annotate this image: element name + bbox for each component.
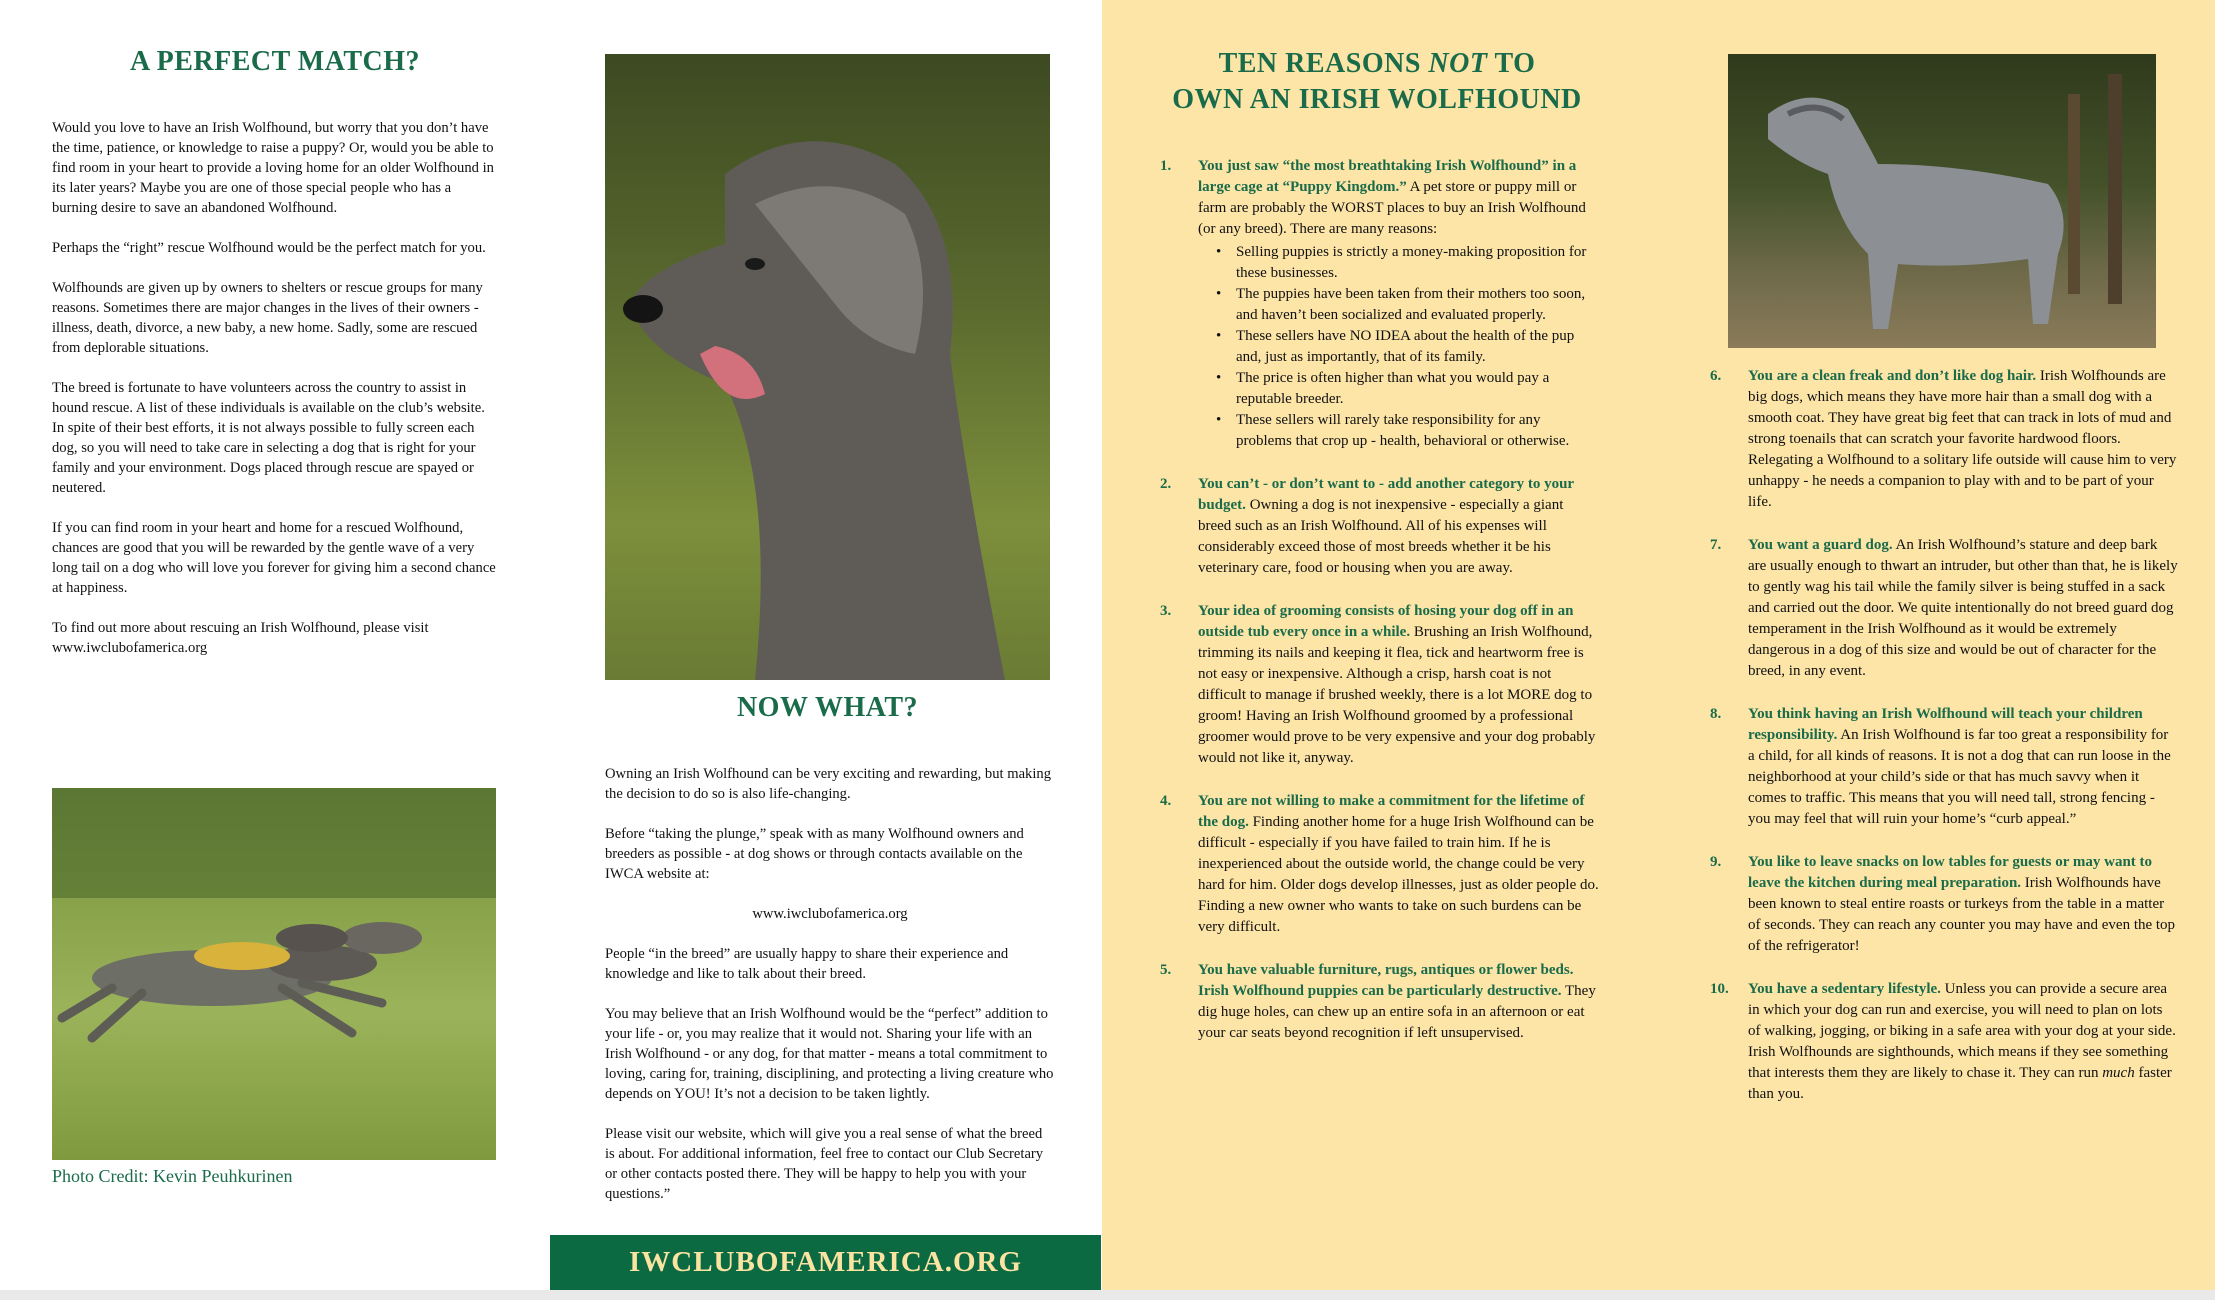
paragraph: Please visit our website, which will give you a real sense of what the breed is about. For additional information, feel free to contact our Club Secretary or other contacts posted there. They will be happy to help you with your questions.”	[605, 1126, 1044, 1202]
wolfhound-head-photo	[605, 54, 1050, 680]
title-line2: OWN AN IRISH WOLFHOUND	[1172, 84, 1582, 115]
standing-wolfhound-photo	[1728, 54, 2156, 348]
now-what-text	[605, 764, 1055, 1224]
reason-number: 9.	[1710, 854, 1722, 870]
reason-item	[1160, 474, 1600, 579]
bullet-item: • These sellers have NO IDEA about the health of the pup and, just as importantly, that of its family.	[1198, 326, 1600, 368]
footer-url[interactable]: IWCLUBOFAMERICA.ORG	[628, 1246, 1023, 1278]
perfect-match-title: A PERFECT MATCH?	[129, 46, 421, 77]
panel-ten-reasons	[1102, 0, 2215, 1290]
reason-heading: You can’t - or don’t want to - add another category to your budget.	[1198, 476, 1574, 513]
reason-heading: Your idea of grooming consists of hosing your dog off in an outside tub every once in a while.	[1198, 603, 1574, 640]
footer-banner	[550, 1235, 1101, 1290]
bullet-item: • These sellers will rarely take responsibility for any problems that crop up - health, behavioral or otherwise.	[1198, 410, 1600, 452]
panel-now-what	[560, 0, 1102, 1290]
paragraph: To find out more about rescuing an Irish Wolfhound, please visit www.iwclubofamerica.org	[52, 620, 429, 656]
title-not: NOT	[1428, 48, 1488, 79]
reasons-bullets	[1198, 242, 1600, 452]
reason-item	[1710, 366, 2178, 513]
reason-item	[1710, 535, 2178, 682]
reason-heading: You have a sedentary lifestyle.	[1748, 981, 1941, 997]
reason-number: 4.	[1160, 793, 1172, 809]
reason-number: 7.	[1710, 537, 1722, 553]
reason-number: 10.	[1710, 981, 1729, 997]
reason-body: Unless you can provide a secure area in which your dog can run and exercise, you will need to plan on lots of walking, jogging, or biking in a safe area with your dog at your side. Irish Wolfhounds are sighthounds, which means if they see something that interests them they are likely to chase it. They can run	[1748, 981, 2176, 1081]
reason-item	[1160, 601, 1600, 769]
reason-body: They dig huge holes, can chew up an entire sofa in an afternoon or eat your car seats beyond recognition if left unsupervised.	[1198, 983, 1596, 1041]
standing-dog-illustration	[1728, 54, 2156, 348]
reason-number: 3.	[1160, 603, 1172, 619]
reason-number: 8.	[1710, 706, 1722, 722]
bullet-item: • The price is often higher than what you would pay a reputable breeder.	[1198, 368, 1600, 410]
bullet-item: • The puppies have been taken from their mothers too soon, and haven’t been socialized and evaluated properly.	[1198, 284, 1600, 326]
photo-credit: Photo Credit: Kevin Peuhkurinen	[52, 1166, 293, 1186]
reason-item	[1160, 960, 1600, 1044]
reason-item	[1710, 979, 2178, 1105]
wolfhound-head-illustration	[605, 54, 1050, 680]
reason-item	[1710, 852, 2178, 957]
paragraph: Would you love to have an Irish Wolfhound, but worry that you don’t have the time, patience, or knowledge to raise a puppy? Or, would you be able to find room in your heart to provide a loving home for an older Wolfhound in its later years? Maybe you are one of those special people who has a burning desire to save an abandoned Wolfhound.	[52, 120, 494, 216]
bottom-strip	[0, 1290, 2215, 1300]
reason-body: An Irish Wolfhound’s stature and deep bark are usually enough to thwart an intruder, but other than that, he is likely to gently wag his tail while the family silver is being stuffed in a sack and carried out the door. We quite intentionally do not breed guard dog temperament in the Irish Wolfhound as it would be extremely dangerous in a dog of this size and would be out of character for the breed, in any event.	[1748, 537, 2178, 679]
reason-item	[1160, 791, 1600, 938]
bullet-item: • Selling puppies is strictly a money-making proposition for these businesses.	[1198, 242, 1600, 284]
reason-body: An Irish Wolfhound is far too great a responsibility for a child, for all kinds of reasons. It is not a dog that can run loose in the neighborhood at your child’s side or that has much savvy when it comes to traffic. This means that you will need tall, strong fencing - you may feel that will ruin your home’s “curb appeal.”	[1748, 727, 2171, 827]
reasons-list-right	[1710, 366, 2178, 1127]
paragraph: Before “taking the plunge,” speak with as many Wolfhound owners and breeders as possible - at dog shows or through contacts available on the IWCA website at:	[605, 826, 1024, 882]
reason-body-tail: faster than you.	[1748, 1065, 2172, 1102]
reason-heading: You like to leave snacks on low tables for guests or may want to leave the kitchen during meal preparation.	[1748, 854, 2153, 891]
reason-number: 1.	[1160, 158, 1172, 174]
reason-body: A pet store or puppy mill or farm are probably the WORST places to buy an Irish Wolfhound (or any breed). There are many reasons:	[1198, 179, 1586, 237]
reason-number: 6.	[1710, 368, 1722, 384]
perfect-match-text	[52, 118, 497, 678]
reason-item	[1710, 704, 2178, 830]
reason-heading: You just saw “the most breathtaking Irish Wolfhound” in a large cage at “Puppy Kingdom.”	[1198, 158, 1577, 195]
paragraph: Owning an Irish Wolfhound can be very exciting and rewarding, but making the decision to do so is also life-changing.	[605, 766, 1051, 802]
title-part: TEN REASONS	[1218, 48, 1429, 79]
now-what-title: NOW WHAT?	[736, 692, 919, 723]
running-dogs-illustration	[52, 788, 496, 1160]
iwca-url[interactable]: www.iwclubofamerica.org	[752, 906, 908, 922]
reason-emphasis: much	[2102, 1065, 2135, 1081]
reason-heading: You want a guard dog.	[1748, 537, 1893, 553]
paragraph: You may believe that an Irish Wolfhound would be the “perfect” addition to your life - or, you may realize that it would not. Sharing your life with an Irish Wolfhound - or any dog, for that matter - means a total commitment to loving, caring for, training, disciplining, and protecting a living creature who depends on YOU! It’s not a decision to be taken lightly.	[605, 1006, 1054, 1102]
reason-heading: You think having an Irish Wolfhound will teach your children responsibility.	[1748, 706, 2143, 743]
reason-number: 5.	[1160, 962, 1172, 978]
running-wolfhounds-photo	[52, 788, 496, 1160]
reason-body: Owning a dog is not inexpensive - especially a giant breed such as an Irish Wolfhound. All of his expenses will considerably exceed those of most breeds whether it be his veterinary care, food or housing when you are away.	[1198, 497, 1564, 576]
paragraph: The breed is fortunate to have volunteers across the country to assist in hound rescue. A list of these individuals is available on the club’s website. In spite of their best efforts, it is not always possible to fully screen each dog, so you will need to take care in selecting a dog that is right for your family and your environment. Dogs placed through rescue are spayed or neutered.	[52, 380, 485, 496]
reason-item	[1160, 156, 1600, 452]
reason-body: Irish Wolfhounds have been known to steal entire roasts or turkeys from the table in a matter of seconds. They can reach any counter you may have and even the top of the refrigerator!	[1748, 875, 2176, 954]
paragraph: People “in the breed” are usually happy to share their experience and knowledge and like to talk about their breed.	[605, 946, 1009, 982]
reason-body: Finding another home for a huge Irish Wolfhound can be difficult - especially if you have failed to train him. If he is inexperienced about the outside world, the change could be very hard for him. Older dogs develop illnesses, just as older people do. Finding a new owner who wants to take on such burdens can be very difficult.	[1198, 814, 1599, 935]
reason-heading: You have valuable furniture, rugs, antiques or flower beds. Irish Wolfhound puppies can be particularly destructive.	[1198, 962, 1574, 999]
reason-heading: You are not willing to make a commitment for the lifetime of the dog.	[1198, 793, 1585, 830]
ten-reasons-title	[1162, 46, 1592, 118]
reason-body: Irish Wolfhounds are big dogs, which means they have more hair than a small dog with a smooth coat. They have great big feet that can track in lots of mud and strong toenails that can scratch your favorite hardwood floors. Relegating a Wolfhound to a solitary life outside will cause him to very unhappy - he needs a companion to play with and to be part of your life.	[1748, 368, 2177, 510]
panel-perfect-match	[0, 0, 560, 1290]
paragraph: If you can find room in your heart and home for a rescued Wolfhound, chances are good that you will be rewarded by the gentle wave of a very long tail on a dog who will love you forever for giving him a second chance at happiness.	[52, 520, 496, 596]
reason-body: Brushing an Irish Wolfhound, trimming its nails and keeping it flea, tick and heartworm free is not easy or inexpensive. Although a crisp, harsh coat is not difficult to manage if brushed weekly, there is a lot MORE dog to groom! Having an Irish Wolfhound groomed by a professional groomer would prove to be very expensive and your dog probably would not like it, anyway.	[1198, 624, 1596, 766]
reason-number: 2.	[1160, 476, 1172, 492]
paragraph: Wolfhounds are given up by owners to shelters or rescue groups for many reasons. Sometimes there are major changes in the lives of their owners - illness, death, divorce, a new baby, a new home. Sadly, some are rescued from deplorable situations.	[52, 280, 483, 356]
reason-heading: You are a clean freak and don’t like dog hair.	[1748, 368, 2037, 384]
title-part: TO	[1487, 48, 1536, 79]
paragraph: Perhaps the “right” rescue Wolfhound would be the perfect match for you.	[52, 240, 486, 256]
reasons-list-left	[1160, 156, 1600, 1066]
